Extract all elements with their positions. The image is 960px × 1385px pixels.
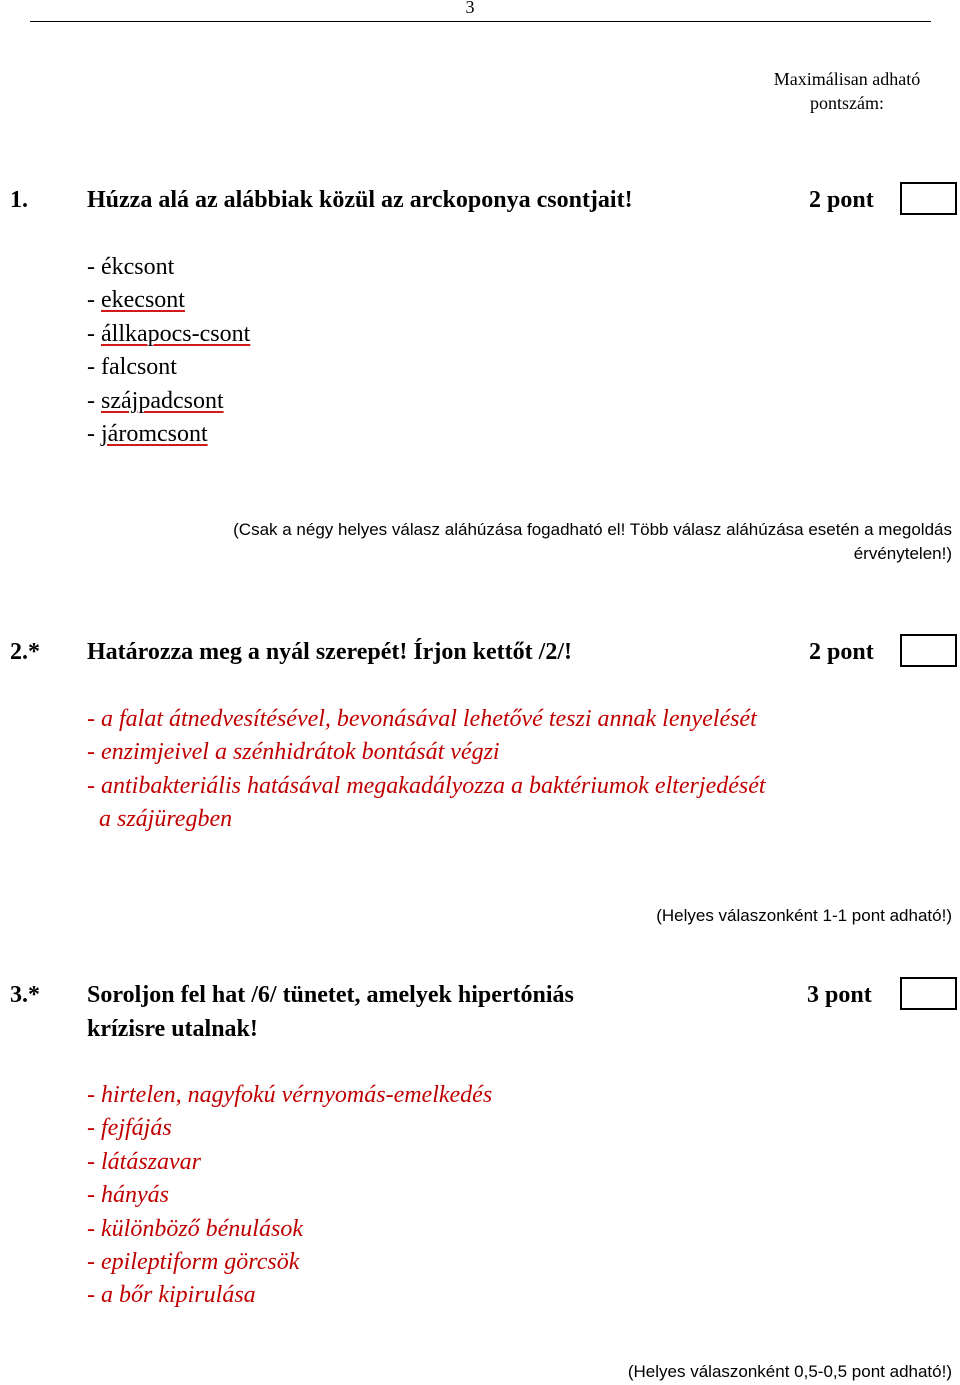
question-1-text: Húzza alá az alábbiak közül az arckoponya csontjait! [87,187,633,213]
question-3-number: 3.* [10,982,40,1008]
question-2-answers [87,703,766,837]
question-1-points: 2 pont [809,187,874,213]
max-points-line-2: pontszám: [810,93,884,113]
question-2-number: 2.* [10,639,40,665]
answer-line: - fejfájás [87,1115,172,1142]
answer-line: - látászavar [87,1148,201,1175]
question-2-score-box[interactable] [900,634,957,667]
question-3-score-box[interactable] [900,977,957,1010]
underlined-answer: állkapocs-csont [101,320,251,347]
underlined-answer: járomcsont [101,420,208,447]
max-points-line-1: Maximálisan adható [773,69,921,89]
question-3-note: (Helyes válaszonként 0,5-0,5 pont adható!) [627,1362,952,1381]
option-ekecsont[interactable]: - ekecsont [87,287,185,314]
question-3-text: Soroljon fel hat /6/ tünetet, amelyek hipertóniás krízisre utalnak! [87,982,574,1042]
page-number: 3 [465,0,475,17]
question-1-note: (Csak a négy helyes válasz aláhúzása fogadható el! Több válasz aláhúzása esetén a megoldás érvénytelen!) [233,520,952,563]
answer-line: - a bőr kipirulása [87,1282,256,1309]
question-1-score-box[interactable] [900,182,957,215]
question-2-note: (Helyes válaszonként 1-1 pont adható!) [656,906,952,925]
answer-line: - epileptiform görcsök [87,1248,300,1275]
answer-line: - a falat átnedvesítésével, bevonásával lehetővé teszi annak lenyelését [87,706,757,732]
option-szajpadcsont[interactable]: - szájpadcsont [87,387,224,414]
question-1-number: 1. [10,187,28,213]
max-points-label [720,67,960,115]
option-ekcsont[interactable]: - ékcsont [87,254,175,280]
question-2-text: Határozza meg a nyál szerepét! Írjon kettőt /2/! [87,639,572,665]
answer-line: a szájüregben [87,806,233,833]
header-rule [30,21,931,22]
option-falcsont[interactable]: - falcsont [87,354,177,381]
underlined-answer: ekecsont [101,287,185,314]
option-allkapocs-csont[interactable]: - állkapocs-csont [87,320,251,347]
underlined-answer: szájpadcsont [101,387,224,414]
option-jaromcsont[interactable]: - járomcsont [87,420,208,447]
answer-line: - hirtelen, nagyfokú vérnyomás-emelkedés [87,1082,493,1108]
answer-line: - enzimjeivel a szénhidrátok bontását végzi [87,739,500,766]
question-1-options [87,251,250,451]
answer-line: - különböző bénulások [87,1215,303,1242]
answer-line: - hányás [87,1182,169,1209]
answer-line: - antibakteriális hatásával megakadályozza a baktériumok elterjedését [87,772,766,799]
question-3-points: 3 pont [807,982,872,1008]
question-3-answers [87,1079,492,1313]
question-2-points: 2 pont [809,639,874,665]
